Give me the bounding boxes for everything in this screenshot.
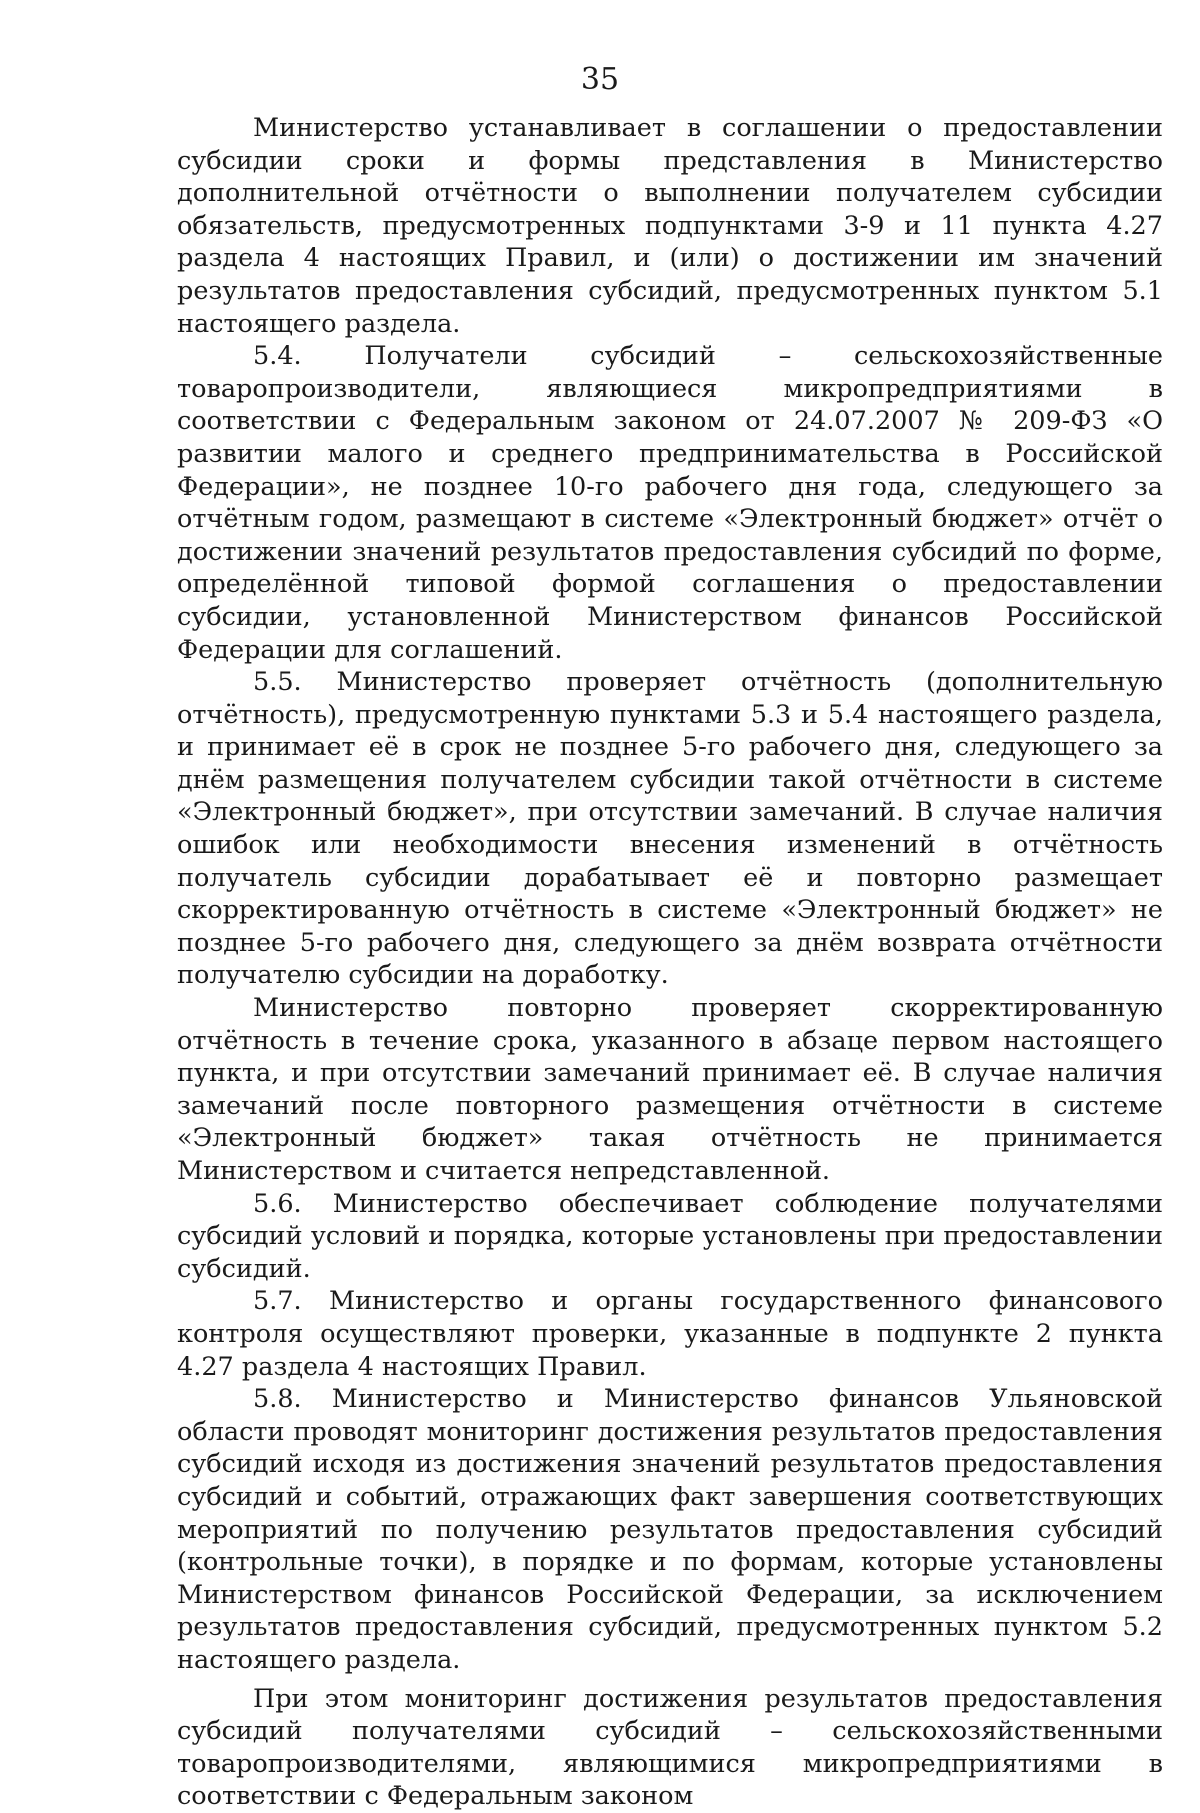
paragraph-5-5: 5.5. Министерство проверяет отчётность (дополнительную отчётность), предусмотренную пунктами 5.3 и 5.4 настоящего раздела, и принимает её в срок не позднее 5-го рабочего дня, следующего за днём размещения получателем субсидии такой отчётности в системе «Электронный бюджет», при отсутствии замечаний. В случае наличия ошибок или необходимости внесения изменений в отчётность получатель субсидии дорабатывает её и повторно размещает скорректированную отчётность в системе «Электронный бюджет» не позднее 5-го рабочего дня, следующего за днём возврата отчётности получателю субсидии на доработку. bbox=[177, 667, 1163, 991]
paragraph-5-8: 5.8. Министерство и Министерство финансов Ульяновской области проводят мониторинг достижения результатов предоставления субсидий исходя из достижения значений результатов предоставления субсидий и событий, отражающих факт завершения соответствующих мероприятий по получению результатов предоставления субсидий (контрольные точки), в порядке и по формам, которые установлены Министерством финансов Российской Федерации, за исключением результатов предоставления субсидий, предусмотренных пунктом 5.2 настоящего раздела. bbox=[177, 1384, 1163, 1675]
document-body bbox=[177, 112, 1163, 1813]
paragraph-5-4: 5.4. Получатели субсидий – сельскохозяйственные товаропроизводители, являющиеся микропредприятиями в соответствии с Федеральным законом от 24.07.2007 № 209-ФЗ «О развитии малого и среднего предпринимательства в Российской Федерации», не позднее 10-го рабочего дня года, следующего за отчётным годом, размещают в системе «Электронный бюджет» отчёт о достижении значений результатов предоставления субсидий по форме, определённой типовой формой соглашения о предоставлении субсидии, установленной Министерством финансов Российской Федерации для соглашений. bbox=[177, 341, 1163, 665]
page-number: 35 bbox=[580, 62, 620, 97]
paragraph-5-6: 5.6. Министерство обеспечивает соблюдение получателями субсидий условий и порядка, которые установлены при предоставлении субсидий. bbox=[177, 1188, 1163, 1284]
paragraph-ministry-agreement-terms: Министерство устанавливает в соглашении о предоставлении субсидии сроки и формы представления в Министерство дополнительной отчётности о выполнении получателем субсидии обязательств, предусмотренных подпунктами 3-9 и 11 пункта 4.27 раздела 4 настоящих Правил, и (или) о достижении им значений результатов предоставления субсидий, предусмотренных пунктом 5.1 настоящего раздела. bbox=[177, 113, 1163, 339]
paragraph-5-7: 5.7. Министерство и органы государственного финансового контроля осуществляют проверки, указанные в подпункте 2 пункта 4.27 раздела 4 настоящих Правил. bbox=[177, 1286, 1163, 1382]
paragraph-monitoring: При этом мониторинг достижения результатов предоставления субсидий получателями субсидий – сельскохозяйственными товаропроизводителями, являющимися микропредприятиями в соответствии с Федеральным законом bbox=[177, 1683, 1163, 1812]
paragraph-repeated-check: Министерство повторно проверяет скорректированную отчётность в течение срока, указанного в абзаце первом настоящего пункта, и при отсутствии замечаний принимает её. В случае наличия замечаний после повторного размещения отчётности в системе «Электронный бюджет» такая отчётность не принимается Министерством и считается непредставленной. bbox=[177, 993, 1163, 1186]
